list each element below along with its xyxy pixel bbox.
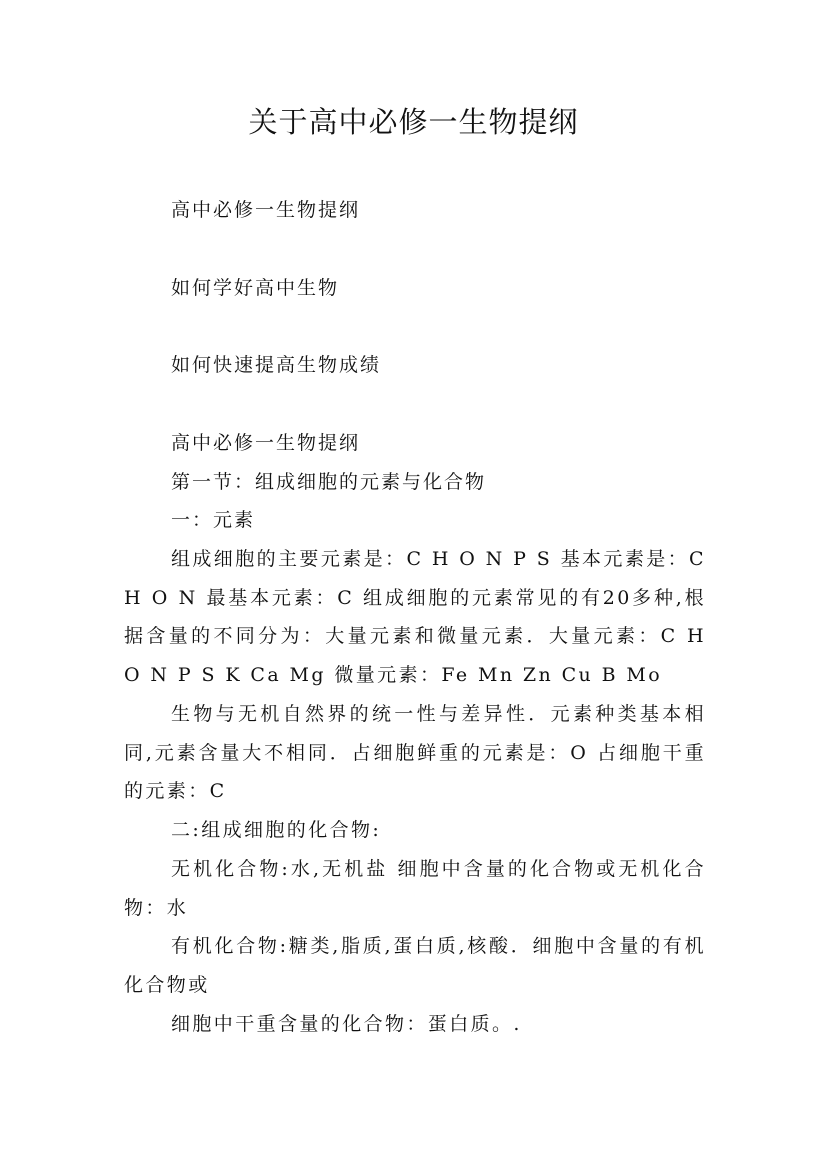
paragraph-dry-weight: 细胞中干重含量的化合物：蛋白质。. xyxy=(171,1013,522,1035)
section-heading: 高中必修一生物提纲 xyxy=(171,432,361,454)
paragraph-organic: 有机化合物:糖类,脂质,蛋白质,核酸．细胞中含量的有机化合物或 xyxy=(124,935,706,996)
chapter-heading: 第一节：组成细胞的元素与化合物 xyxy=(171,471,487,493)
intro-line-outline: 高中必修一生物提纲 xyxy=(171,199,361,221)
paragraph-inorganic: 无机化合物:水,无机盐 细胞中含量的化合物或无机化合物：水 xyxy=(124,858,706,919)
document-title: 关于高中必修一生物提纲 xyxy=(248,105,579,139)
intro-line-study: 如何学好高中生物 xyxy=(171,277,340,299)
paragraph-main-elements: 组成细胞的主要元素是：C H O N P S 基本元素是：C H O N 最基本元素：C 组成细胞的元素常见的有20多种,根据含量的不同分为：大量元素和微量元素．大量元素：C H O N P S K Ca Mg 微量元素：Fe Mn Zn Cu B Mo xyxy=(124,548,706,686)
subheading-elements: 一：元素 xyxy=(171,509,256,531)
paragraph-compounds-heading: 二:组成细胞的化合物: xyxy=(171,819,382,841)
paragraph-unity-difference: 生物与无机自然界的统一性与差异性．元素种类基本相同,元素含量大不相同．占细胞鲜重的元素是：O 占细胞干重的元素：C xyxy=(124,703,706,802)
intro-line-improve: 如何快速提高生物成绩 xyxy=(171,354,382,376)
